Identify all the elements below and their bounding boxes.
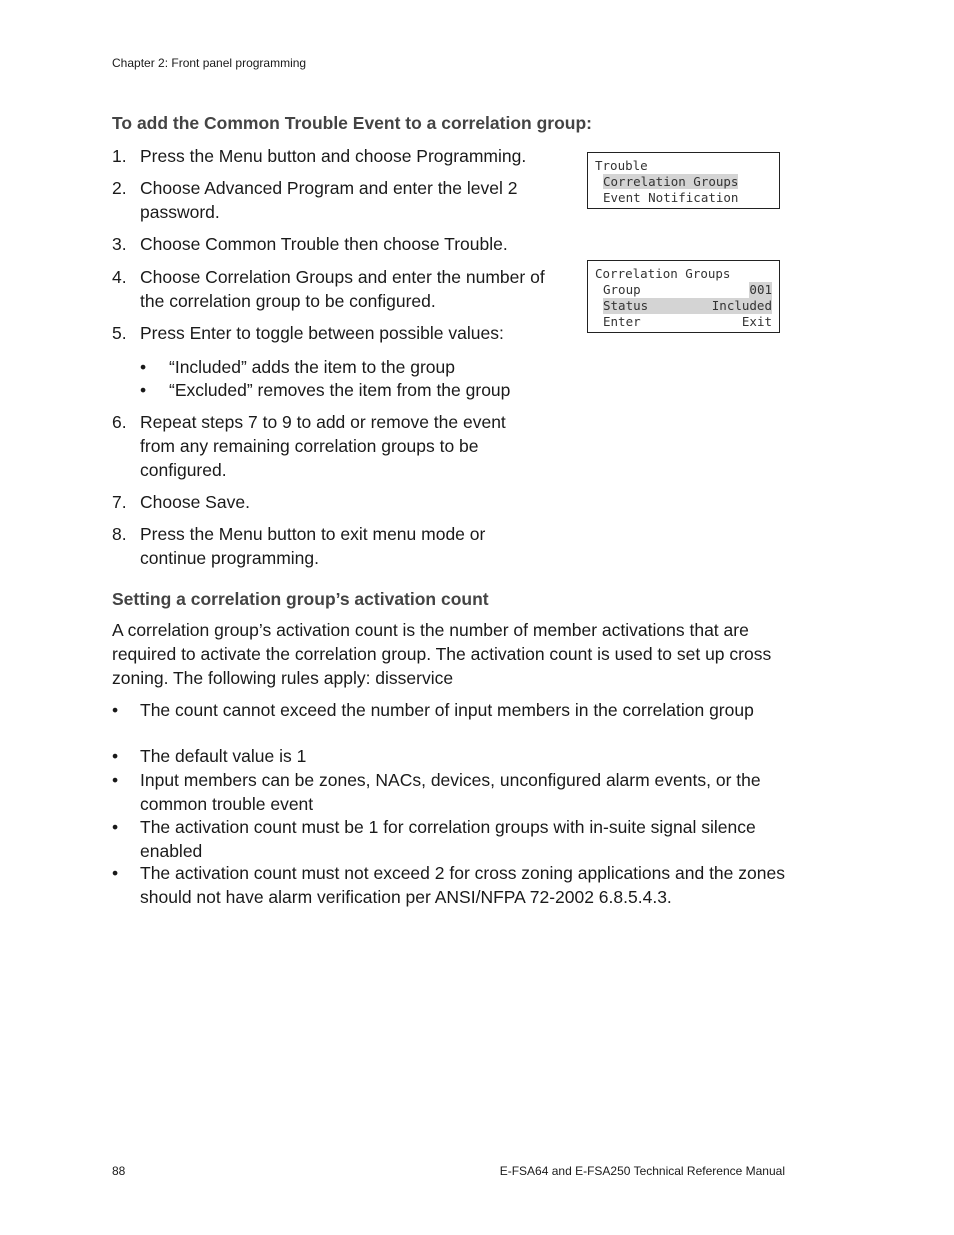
bullet-glyph: • — [112, 746, 119, 766]
bullet-glyph: • — [112, 770, 119, 790]
rule-text: The default value is 1 — [140, 746, 307, 766]
step-number: 6. — [112, 412, 127, 432]
rule-text: Input members can be zones, NACs, devices, unconfigured alarm events, or the common trouble event — [140, 770, 761, 814]
step-item — [112, 176, 550, 224]
lcd-row-label: Status — [603, 298, 649, 313]
step-number: 1. — [112, 146, 127, 166]
sub-bullet-item — [140, 378, 510, 402]
sub-bullet-item — [140, 355, 455, 379]
step-text: Repeat steps 7 to 9 to add or remove the event from any remaining correlation groups to be configured. — [140, 412, 506, 480]
sub-bullet-text: “Included” adds the item to the group — [169, 357, 456, 377]
step-number: 4. — [112, 267, 127, 287]
rule-text: The activation count must not exceed 2 for cross zoning applications and the zones should not have alarm verification per ANSI/NFPA 72-2002 6.8.5.4.3. — [140, 863, 785, 907]
bullet-glyph: • — [112, 817, 119, 837]
step-number: 7. — [112, 492, 127, 512]
lcd-screen-correlation-groups — [587, 260, 780, 333]
lcd-screen-trouble-menu — [587, 152, 780, 209]
step-item — [112, 144, 562, 168]
lcd-row-value: Included — [711, 298, 772, 313]
rule-item — [112, 769, 792, 816]
step-item — [112, 410, 542, 482]
rule-item — [112, 862, 792, 909]
step-text: Press the Menu button and choose Programming. — [140, 146, 527, 166]
page-number: 88 — [112, 1164, 126, 1178]
lcd-row-status — [603, 298, 772, 314]
step-text: Choose Correlation Groups and enter the number of the correlation group to be configured. — [140, 267, 545, 311]
sub-bullet-text: “Excluded” removes the item from the group — [169, 380, 511, 400]
section-heading: Setting a correlation group’s activation count — [112, 589, 489, 609]
step-text: Press the Menu button to exit menu mode or continue programming. — [140, 524, 486, 568]
bullet-glyph: • — [140, 380, 147, 400]
lcd-selected-item: Correlation Groups — [603, 174, 739, 189]
manual-title: E-FSA64 and E-FSA250 Technical Reference Manual — [499, 1164, 785, 1178]
lcd-row-value: Exit — [741, 314, 772, 329]
lcd-row-label: Enter — [603, 314, 641, 329]
lcd-title: Correlation Groups — [595, 266, 731, 281]
lcd-menu-item: Event Notification — [603, 190, 739, 205]
lcd-row-enter — [603, 314, 772, 330]
step-item — [112, 490, 562, 514]
rule-item — [112, 745, 792, 769]
step-text: Choose Common Trouble then choose Trouble. — [140, 234, 508, 254]
lcd-row-group — [603, 282, 772, 298]
lcd-row-value: 001 — [749, 282, 772, 297]
step-item — [112, 522, 522, 570]
rule-text: The activation count must be 1 for correlation groups with in-suite signal silence enabled — [140, 817, 756, 861]
step-text: Choose Advanced Program and enter the level 2 password. — [140, 178, 518, 222]
body-paragraph: A correlation group’s activation count is the number of member activations that are required to activate the correlation group. The activation count is used to set up cross zoning. The following rules apply: disservice — [112, 620, 772, 688]
bullet-glyph: • — [112, 700, 119, 720]
step-item — [112, 232, 562, 256]
lcd-title: Trouble — [595, 158, 648, 173]
rule-item — [112, 816, 792, 863]
step-text: Choose Save. — [140, 492, 250, 512]
step-number: 8. — [112, 524, 127, 544]
step-item — [112, 265, 558, 313]
running-header: Chapter 2: Front panel programming — [112, 56, 307, 70]
step-number: 3. — [112, 234, 127, 254]
procedure-heading: To add the Common Trouble Event to a correlation group: — [112, 113, 592, 133]
lcd-row-label: Group — [603, 282, 641, 297]
bullet-glyph: • — [112, 863, 119, 883]
step-item — [112, 321, 562, 345]
step-number: 5. — [112, 323, 127, 343]
step-number: 2. — [112, 178, 127, 198]
bullet-glyph: • — [140, 357, 147, 377]
rule-item — [112, 699, 792, 723]
rule-text: The count cannot exceed the number of input members in the correlation group — [140, 700, 754, 720]
step-text: Press Enter to toggle between possible values: — [140, 323, 504, 343]
